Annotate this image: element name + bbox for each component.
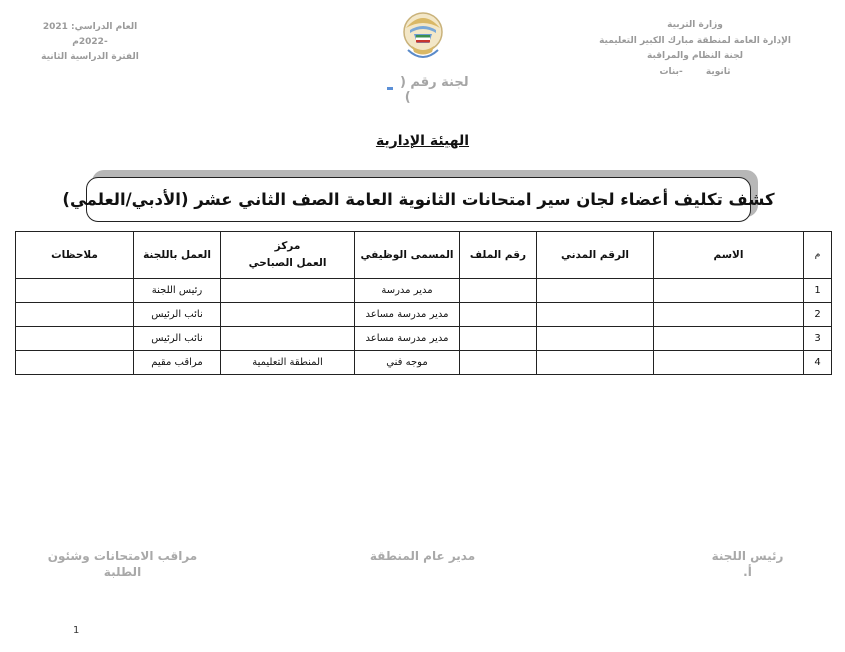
ministry-header	[585, 18, 805, 80]
ministry-name: وزارة التربية	[667, 20, 723, 30]
header-name: الاسم	[654, 232, 804, 279]
table-row	[16, 327, 832, 351]
cell-num: 1	[804, 279, 832, 303]
staff-table	[15, 231, 832, 375]
term: الفترة الدراسية الثانية	[41, 52, 139, 62]
committee-office: لجنة النظام والمراقبة	[647, 51, 743, 61]
page-number: 1	[73, 625, 80, 636]
cell-job-title: مدير مدرسة مساعد	[355, 303, 460, 327]
document-title: كشف تكليف أعضاء لجان سير امتحانات الثانوية العامة الصف الثاني عشر (الأدبي/العلمي)	[62, 190, 775, 209]
academic-year: العام الدراسي: 2021 -2022م	[42, 22, 138, 47]
header-file-no: رقم الملف	[460, 232, 537, 279]
cell-center: المنطقة التعليمية	[221, 351, 355, 375]
cell-role: نائب الرئيس	[134, 327, 221, 351]
header-notes: ملاحظات	[16, 232, 134, 279]
signature-chair-title: رئيس اللجنة	[711, 549, 784, 563]
cell-role: مراقب مقيم	[134, 351, 221, 375]
cell-notes	[16, 351, 134, 375]
signature-director: مدير عام المنطقة	[369, 549, 476, 563]
cell-civil-id	[537, 303, 654, 327]
cell-name	[654, 351, 804, 375]
cell-file-no	[460, 351, 537, 375]
header-center-line1: مركز	[274, 240, 301, 252]
directorate-name: الإدارة العامة لمنطقة مبارك الكبير التعليمية	[599, 35, 791, 46]
cell-name	[654, 303, 804, 327]
cell-num: 2	[804, 303, 832, 327]
cell-file-no	[460, 303, 537, 327]
header-num: م	[804, 232, 832, 279]
cell-notes	[16, 303, 134, 327]
cell-num: 4	[804, 351, 832, 375]
cell-role: نائب الرئيس	[134, 303, 221, 327]
cell-name	[654, 327, 804, 351]
signature-chair-prefix: أ.	[743, 565, 752, 579]
cell-center	[221, 279, 355, 303]
school-type-row	[585, 65, 805, 81]
cell-civil-id	[537, 279, 654, 303]
cell-center	[221, 303, 355, 327]
header-center	[221, 232, 355, 279]
header-civil-id: الرقم المدني	[537, 232, 654, 279]
table-row	[16, 303, 832, 327]
cell-job-title: مدير مدرسة	[355, 279, 460, 303]
table-row	[16, 351, 832, 375]
section-subtitle: الهيئة الإدارية	[375, 133, 470, 149]
cell-file-no	[460, 279, 537, 303]
document-title-box	[62, 177, 775, 222]
committee-number-blank	[387, 87, 393, 90]
header-center-line2: العمل الصباحي	[248, 257, 327, 269]
cell-job-title: مدير مدرسة مساعد	[355, 327, 460, 351]
header-role: العمل باللجنة	[134, 232, 221, 279]
school-gender: -بنات	[659, 66, 683, 77]
signature-chair	[700, 548, 795, 580]
kuwait-emblem-icon	[398, 10, 448, 65]
committee-number	[372, 75, 482, 105]
cell-num: 3	[804, 327, 832, 351]
cell-civil-id	[537, 351, 654, 375]
header-job-title: المسمى الوظيفي	[355, 232, 460, 279]
committee-label: لجنة رقم (	[399, 75, 469, 90]
cell-notes	[16, 327, 134, 351]
academic-header	[25, 20, 155, 65]
cell-role: رئيس اللجنة	[134, 279, 221, 303]
table-header-row	[16, 232, 832, 279]
table-row	[16, 279, 832, 303]
committee-close: )	[404, 90, 411, 105]
cell-job-title: موجه فني	[355, 351, 460, 375]
signature-exams-supervisor: مراقب الامتحانات وشئون الطلبة	[47, 549, 198, 579]
cell-file-no	[460, 327, 537, 351]
cell-center	[221, 327, 355, 351]
school-type: ثانوية	[705, 66, 731, 77]
cell-notes	[16, 279, 134, 303]
cell-name	[654, 279, 804, 303]
cell-civil-id	[537, 327, 654, 351]
